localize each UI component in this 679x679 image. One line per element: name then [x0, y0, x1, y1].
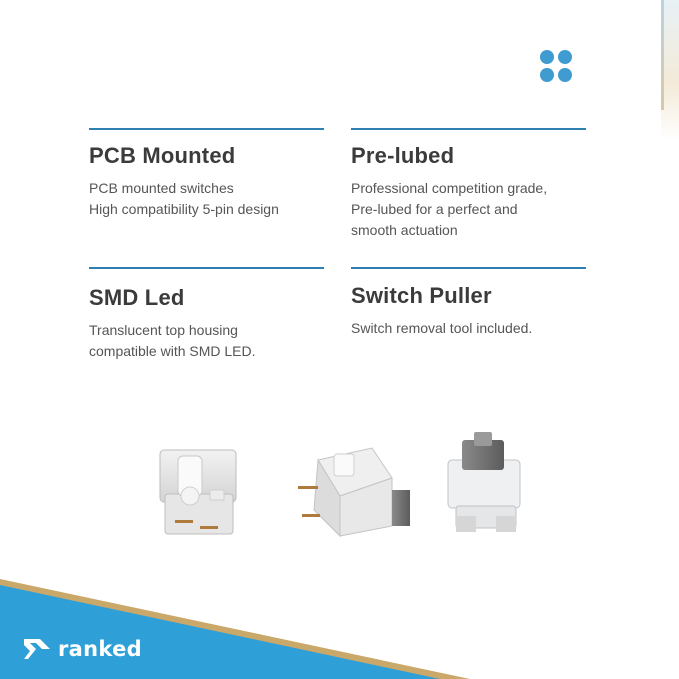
feature-description-line: Switch removal tool included.: [351, 320, 533, 336]
bottom-band: [0, 579, 679, 679]
switch-clear-icon: [448, 432, 520, 532]
switch-front-icon: [160, 450, 236, 534]
feature-divider: [351, 267, 586, 269]
feature-pcb-mounted: [89, 128, 324, 217]
ranked-logo-icon: [22, 635, 52, 663]
feature-divider: [89, 267, 324, 269]
feature-title: Pre-lubed: [351, 143, 455, 168]
feature-title: Switch Puller: [351, 283, 492, 308]
feature-divider: [89, 128, 324, 130]
feature-description: [89, 320, 256, 362]
feature-divider: [351, 128, 586, 130]
feature-description: [351, 318, 532, 339]
feature-switch-puller: [351, 267, 586, 336]
brand-name: ranked: [58, 637, 142, 661]
feature-description-line: PCB mounted switches: [89, 180, 234, 196]
feature-description-line: smooth actuation: [351, 222, 458, 238]
grid-dots-icon: [540, 50, 572, 82]
feature-title: PCB Mounted: [89, 143, 236, 168]
feature-description-line: Professional competition grade,: [351, 180, 548, 196]
feature-pre-lubed: [351, 128, 586, 238]
feature-description-line: compatible with SMD LED.: [89, 343, 256, 359]
corner-accent: [661, 0, 679, 140]
feature-smd-led: [89, 267, 324, 359]
feature-title: SMD Led: [89, 285, 185, 310]
feature-description-line: Translucent top housing: [89, 322, 238, 338]
switches-illustration: [0, 430, 679, 550]
brand-logo: [22, 634, 142, 664]
feature-description-line: Pre-lubed for a perfect and: [351, 201, 518, 217]
feature-description-line: High compatibility 5-pin design: [89, 201, 279, 217]
switch-side-icon: [298, 448, 410, 536]
feature-description: [351, 178, 547, 241]
feature-description: [89, 178, 279, 220]
